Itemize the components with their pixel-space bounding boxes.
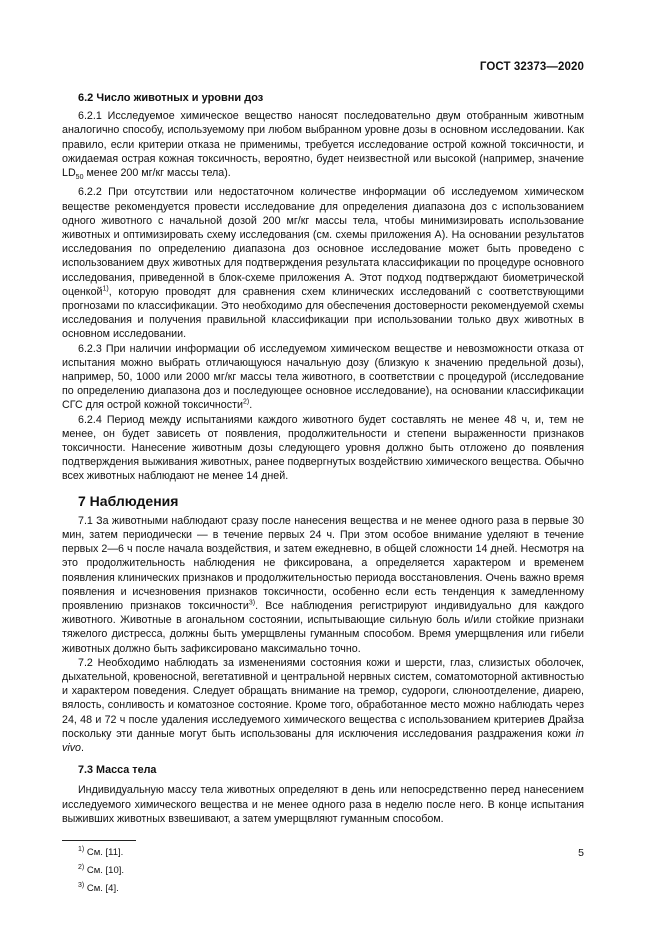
footnote-divider bbox=[62, 840, 136, 841]
paragraph-7-1: 7.1 За животными наблюдают сразу после нанесения вещества и не менее одного раза в первые 30 мин, затем периодически — в течение первых 24 ч. При этом особое внимание уделяют в течение первых 2—6 ч после начала воздействия, и затем ежедневно, в общей сложности 14 дней. Несмотря на это продолжительность наблюдения не фиксирована, а определяется характером и временем появления клинических признаков и продолжительностью периода восстановления. Очень важно время появления и исчезновения признаков токсичности, особенно если есть тенденция к замедленному проявлению признаков токсичности$^{3)}$. Все наблюдения регистрируют индивидуально для каждого животного. Животные в агональном состоянии, испытывающие сильную боль и/или стойкие признаки тяжелого дистресса, должны быть умерщвлены гуманным способом. Время умерщвления или гибели животных должно быть зафиксировано максимально точно. bbox=[62, 514, 584, 655]
section-heading-6-2: 6.2 Число животных и уровни доз bbox=[78, 92, 264, 104]
footnote: $^{3)}$ См. [4]. bbox=[78, 881, 119, 895]
footnote-ref: 1) bbox=[102, 285, 109, 293]
section-heading-7-3: 7.3 Масса тела bbox=[78, 764, 157, 777]
paragraph-7-2: 7.2 Необходимо наблюдать за изменениями состояния кожи и шерсти, глаз, слизистых оболочек, дыхательной, кровеносной, вегетативной и центральной нервных систем, соматомоторной активностью и характером поведения. Следует обращать внимание на тремор, судороги, слюноотделение, диарею, вялость, сонливость и коматозное состояние. Кроме того, обработанное место можно наблюдать через 24, 48 и 72 ч после удаления исследуемого химического вещества с использованием критериев Драйза поскольку эти данные могут быть использованы для исключения исследования раздражения кожи in vivo. bbox=[62, 656, 584, 755]
page-number: 5 bbox=[578, 847, 584, 859]
paragraph-6-2-2: 6.2.2 При отсутствии или недостаточном количестве информации об исследуемом химическом веществе рекомендуется провести исследование для определения диапазона доз с использованием одного животного с начальной дозой 200 мг/кг массы тела, чтобы минимизировать использование животных и оптимизировать схему исследования (см. схемы приложения А). На основании результатов исследования по определению диапазона доз основное исследование может быть проведено с использованием двух животных для подтверждения результата классификации по процедуре основного исследования, приведенной в блок-схеме приложения А. Этот подход подтверждают биометрической оценкой$^{1)}$, которую проводят для сравнения схем клинических исследований с соответствующими прогнозами по классификации. Это необходимо для обеспечения достоверности рекомендуемой схемы исследования и получения правильной классификации при использовании только двух животных в основном исследовании. bbox=[62, 186, 584, 341]
paragraph-7-3: Индивидуальную массу тела животных определяют в день или непосредственно перед нанесением исследуемого химического вещества и не менее одного раза в неделю после него. В конце испытания выживших животных взвешивают, а затем умерщвляют гуманным способом. bbox=[62, 784, 584, 825]
section-heading-7: 7 Наблюдения bbox=[78, 492, 179, 509]
standard-code: ГОСТ 32373—2020 bbox=[479, 61, 584, 73]
paragraph-6-2-1: 6.2.1 Исследуемое химическое вещество наносят последовательно двум отобранным животным аналогично способу, используемому при любом выбранном уровне дозы в основном исследовании. Как правило, если критерии отказа не применимы, требуется исследование острой кожной токсичности, и ожидаемая острая кожная токсичность, вероятно, будет неизвестной или высокой (например, значение $LD_{50}$ менее 200 мг/кг массы тела). bbox=[62, 110, 584, 182]
footnote: $^{1)}$ См. [11]. bbox=[78, 845, 124, 859]
page-content bbox=[62, 91, 584, 901]
paragraph-6-2-3: 6.2.3 При наличии информации об исследуемом химическом веществе и невозможности отказа от испытания можно выбрать отличающуюся начальную дозу (близкую к значению предельной дозы), например, 50, 1000 или 2000 мг/кг массы тела животного, в соответствии с процедурой (исследование по определению диапазона доз и последующее основное исследование), на основании классификации СГС для острой кожной токсичности$^{2)}$. bbox=[62, 342, 584, 412]
paragraph-6-2-4: 6.2.4 Период между испытаниями каждого животного будет составлять не менее 48 ч, и, тем не менее, он будет зависеть от появления, продолжительности и степени выраженности признаков токсичности. Нанесение животным дозы следующего уровня должно быть отложено до появления подтверждения выживания животных, ранее подвергнутых воздействию химического вещества. Обычно всех животных наблюдают не менее 14 дней. bbox=[62, 413, 584, 483]
footnote-ref: 2) bbox=[242, 398, 250, 406]
footnote-ref: 3) bbox=[248, 599, 256, 607]
footnote: $^{2)}$ См. [10]. bbox=[78, 863, 125, 877]
